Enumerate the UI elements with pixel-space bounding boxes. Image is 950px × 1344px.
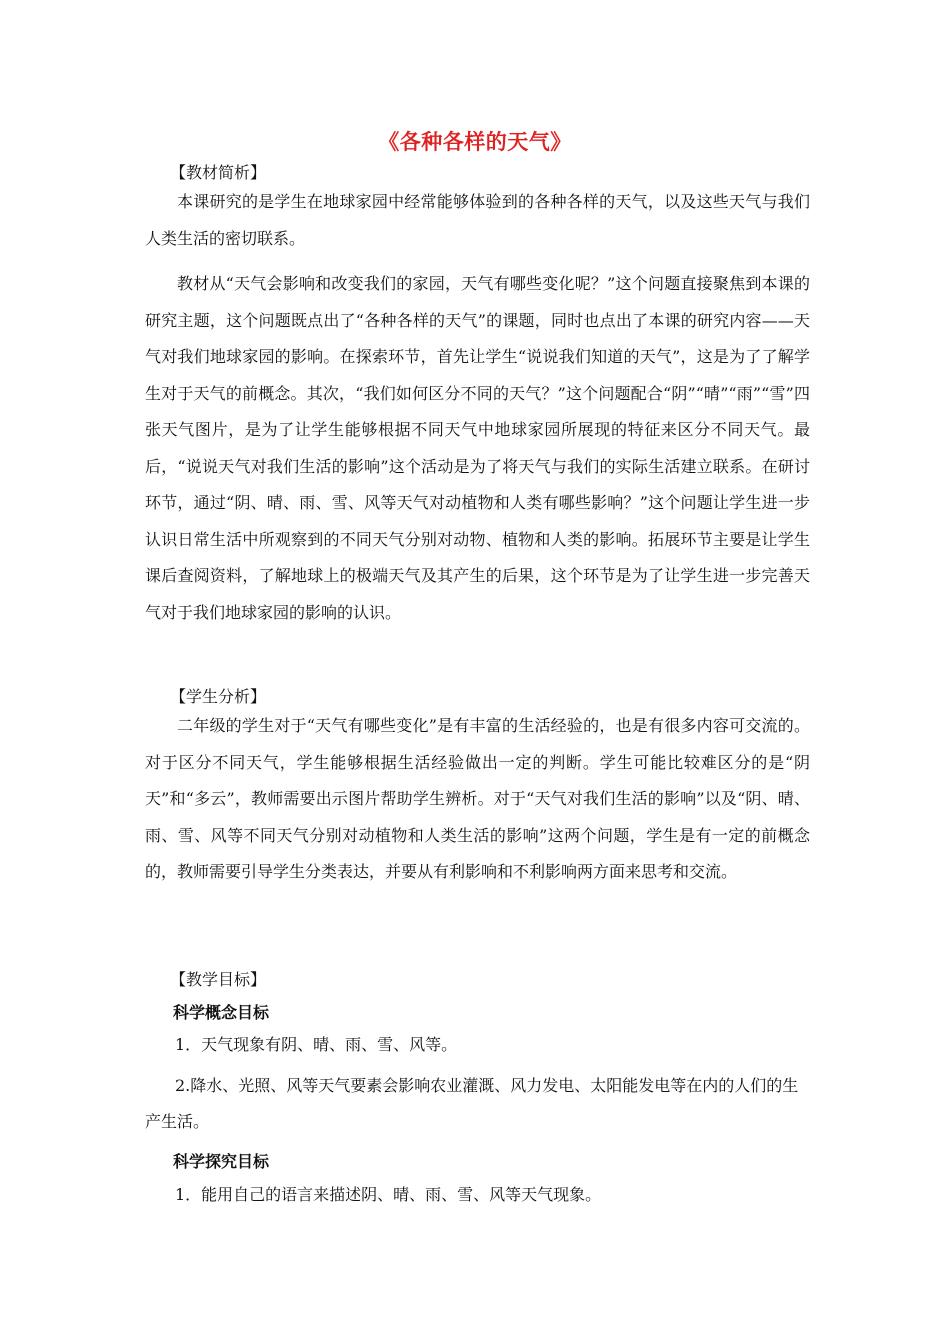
document-title: 《各种各样的天气》 [378,129,572,154]
section-heading-textbook-analysis: 【教材简析】 [170,163,267,182]
subheading-concept-goal: 科学概念目标 [173,1003,270,1022]
concept-goal-item: 1．天气现象有阴、晴、雨、雪、风等。 [175,1035,458,1054]
section-heading-student-analysis: 【学生分析】 [170,687,267,706]
section-heading-teaching-goals: 【教学目标】 [170,970,267,989]
paragraph-textbook-intro: 本课研究的是学生在地球家园中经常能够体验到的各种各样的天气，以及这些天气与我们人类生活的密切联系。 [145,192,810,248]
concept-goal-item: 2.降水、光照、风等天气要素会影响农业灌溉、风力发电、太阳能发电等在内的人们的生产生活。 [145,1076,799,1131]
inquiry-goal-item: 1．能用自己的语言来描述阴、晴、雨、雪、风等天气现象。 [175,1185,602,1204]
paragraph-textbook-detail: 教材从“天气会影响和改变我们的家园，天气有哪些变化呢？”这个问题直接聚焦到本课的研究主题，这个问题既点出了“各种各样的天气”的课题，同时也点出了本课的研究内容——天气对我们地球家园的影响。在探索环节，首先让学生“说说我们知道的天气”，这是为了了解学生对于天气的前概念。其次，“我们如何区分不同的天气？”这个问题配合“阴”“晴”“雨”“雪”四张天气图片，是为了让学生能够根据不同天气中地球家园所展现的特征来区分不同天气。最后，“说说天气对我们生活的影响”这个活动是为了将天气与我们的实际生活建立联系。在研讨环节，通过“阴、晴、雨、雪、风等天气对动植物和人类有哪些影响？”这个问题让学生进一步认识日常生活中所观察到的不同天气分别对动物、植物和人类的影响。拓展环节主要是让学生课后查阅资料，了解地球上的极端天气及其产生的后果，这个环节是为了让学生进一步完善天气对于我们地球家园的影响的认识。 [145,274,810,622]
paragraph-student-analysis: 二年级的学生对于“天气有哪些变化”是有丰富的生活经验的，也是有很多内容可交流的。对于区分不同天气，学生能够根据生活经验做出一定的判断。学生可能比较难区分的是“阴天”和“多云”，教师需要出示图片帮助学生辨析。对于“天气对我们生活的影响”以及“阴、晴、雨、雪、风等不同天气分别对动植物和人类生活的影响”这两个问题，学生是有一定的前概念的，教师需要引导学生分类表达，并要从有利影响和不利影响两方面来思考和交流。 [145,716,810,881]
subheading-inquiry-goal: 科学探究目标 [173,1152,270,1171]
